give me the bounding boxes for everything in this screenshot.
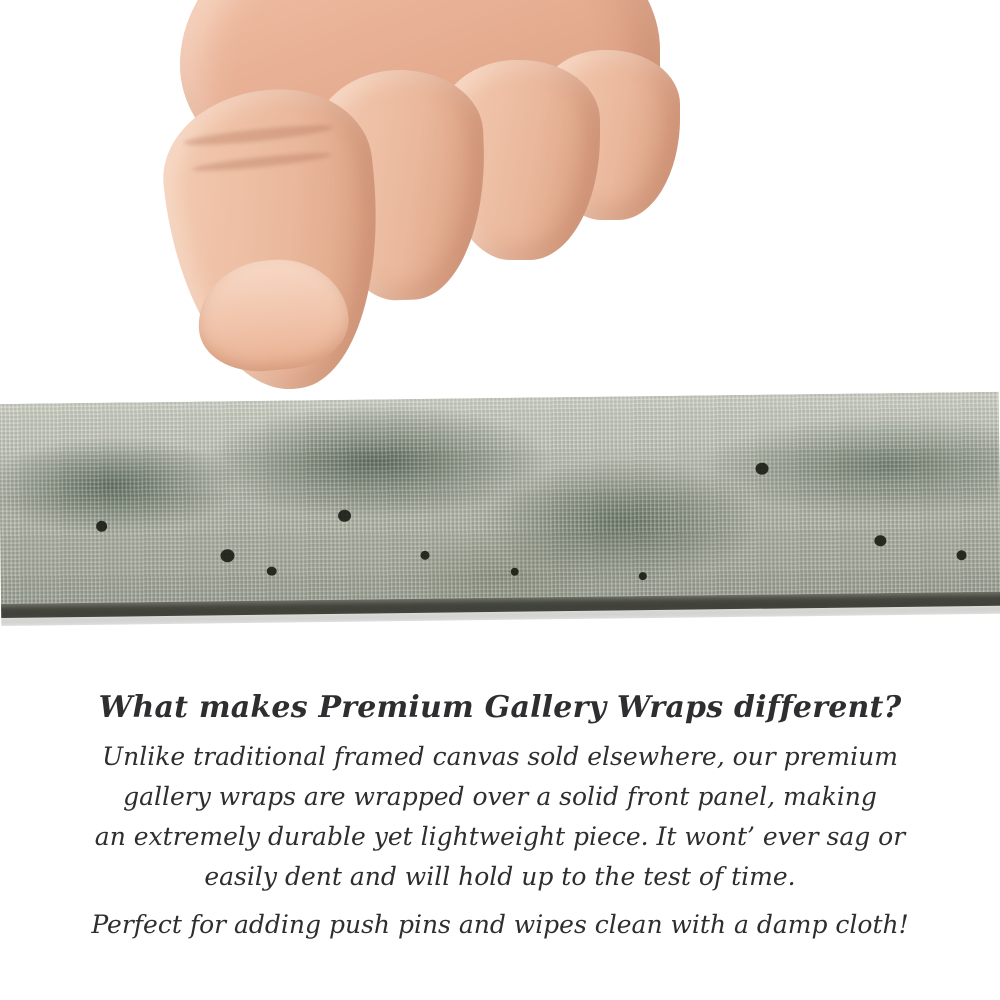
canvas-speck <box>511 568 519 576</box>
knuckle-crease <box>192 150 332 175</box>
knuckle-crease <box>183 121 333 149</box>
caption-line-2: gallery wraps are wrapped over a solid front panel, making <box>123 782 877 811</box>
canvas-edge-strip <box>0 392 1000 626</box>
canvas-print-surface <box>0 392 1000 612</box>
hand-illustration <box>110 0 670 430</box>
caption-block <box>0 690 1000 945</box>
canvas-speck <box>874 535 886 546</box>
caption-line-1: Unlike traditional framed canvas sold elsewhere, our premium <box>102 742 898 771</box>
caption-line-3: an extremely durable yet lightweight piece. It wont’ ever sag or <box>94 822 906 851</box>
canvas-speck <box>220 549 234 562</box>
canvas-speck <box>338 510 351 522</box>
canvas-speck <box>957 550 967 560</box>
canvas-weave-texture <box>0 392 1000 612</box>
caption-line-4: easily dent and will hold up to the test of time. <box>204 862 796 891</box>
canvas-speck <box>639 572 647 580</box>
caption-title: What makes Premium Gallery Wraps different? <box>98 690 902 725</box>
caption-closing-line: Perfect for adding push pins and wipes clean with a damp cloth! <box>91 910 909 939</box>
canvas-speck <box>755 463 768 475</box>
canvas-speck <box>96 521 107 532</box>
canvas-speck <box>267 567 277 576</box>
canvas-speck <box>420 551 429 560</box>
